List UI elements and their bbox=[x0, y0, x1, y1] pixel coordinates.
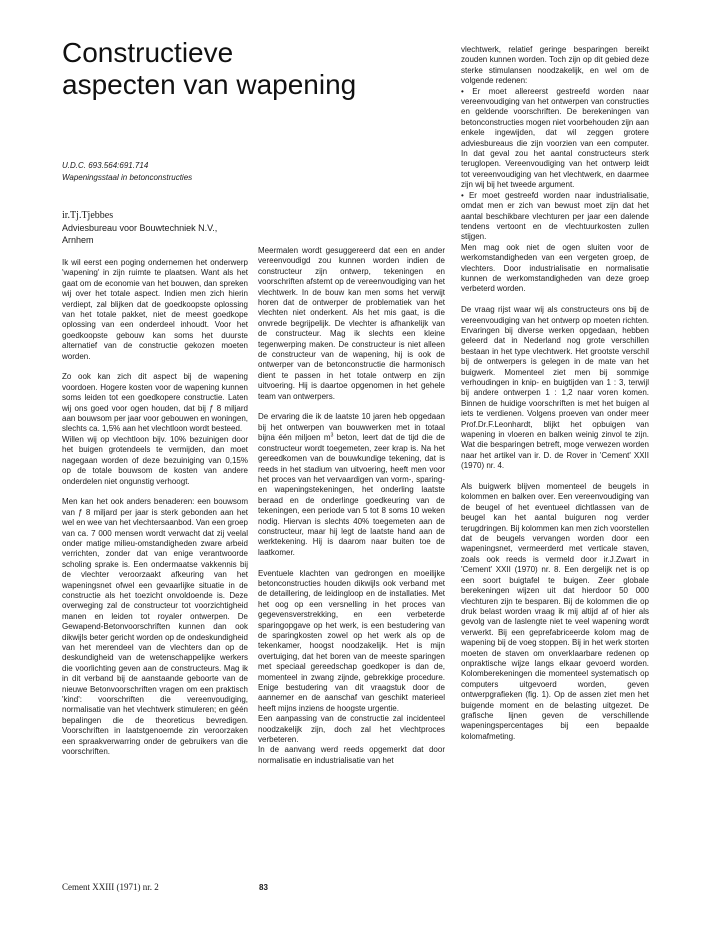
paragraph: Men kan het ook anders benaderen: een bouwsom van ƒ 8 miljard per jaar is sterk gebonden aan het wel en wee van het vlechtersaanbod. Van een groep van ca. 7 000 mensen wordt verwacht dat zij veelal onder matige milieu-omstandigheden zware arbeid verrichten, zonder dat van enige verantwoorde scholing sprake is. Een ondermaatse vakkennis bij de vlechter veroorzaakt afkeuring van het wapeningsnet ofwel een gevaarlijke situatie in de constructie als het toezicht onvoldoende is. Deze overweging zal de constructeur tot voorzichtigheid manen en leiden tot royaler ontwerpen. De Gewapend-Betonvoorschriften kunnen dan ook dikwijls beter gericht worden op de ondeskundigheid van het merendeel van de vlechters dan op de deskundigheid van de wetenschappelijke werkers die voorlichting geven aan de constructeurs. Mag ik in dit verband bij de aanstaande geboorte van de nieuwe Betonvoorschriften vragen om een praktisch 'kind': voorschriften die vereenvoudiging, normalisatie van het vlechtwerk stimuleren; en géén bepalingen die de theoreticus bevredigen. Voorschriften in laatstgenoemde zin veroorzaken een spraakverwarring onder de gebruikers van die voorschriften. bbox=[62, 497, 248, 757]
page-number: 83 bbox=[259, 883, 268, 892]
paragraph-text: beton, leert dat de tijd die de constructeur wordt toegemeten, zeer krap is. Na het gereedkomen van de bouwkundige tekening, dat is reeds in het stadium van uitvoering, heeft men voor het proces van het vervaardigen van vorm-, sparing- en wapeningstekeningen, het onderling laatste beraad en de onderlinge goedkeuring van de tekeningen, een periode van 5 tot 8 soms 10 weken nodig. Hiervan is slechts 40% toegemeten aan de constructeur, maar hij legt de laatste hand aan de werktekening. Hij is daarom naar buiten toe de laatkomer. bbox=[258, 433, 445, 557]
text-column-1 bbox=[62, 258, 248, 768]
paragraph: Meermalen wordt gesuggereerd dat een en ander vereenvoudigd zou kunnen worden indien de constructeur zijn ontwerp, tekeningen en voorschriften afstemt op de vereenvoudiging van het vlechtwerk. In de bouw kan men soms het verwijt horen dat de ontwerper de problematiek van het vlechten niet onderkent. Als het mis gaat, is die onvrede begrijpelijk. De vlechter is afhankelijk van de constructeur. Mag ik slechts een kleine tegenwerping maken. De constructeur is niet alleen de constructeur van de wapening, hij is ook de ontwerper van de betonconstructie die harmonisch dient te passen in het totale ontwerp en zijn uitvoering. Hij is daartoe opgenomen in het gehele team van ontwerpers. bbox=[258, 246, 445, 401]
bullet-paragraph: • Er moet allereerst gestreefd worden naar vereenvoudiging van het ontwerpen van constructies en geldende voorschriften. De berekeningen van betonconstructies mogen niet voorbehouden zijn aan enkele ingewijden, dat wil zeggen grotere adviesbureaus die zijn voorzien van een computer. In dat geval zou het aantal constructeurs sterk teruglopen. Vereenvoudiging van het ontwerp leidt tot vereenvoudiging van het vlechtwerk, en daarmee zijn wij bij het tweede argument. bbox=[461, 86, 649, 190]
udc-code: U.D.C. 693.564:691.714 bbox=[62, 161, 149, 170]
text-column-3 bbox=[461, 45, 649, 753]
text-column-2 bbox=[258, 246, 445, 766]
author-affiliation: Adviesbureau voor Bouwtechniek N.V., bbox=[62, 223, 218, 233]
paragraph: Eventuele klachten van gedrongen en moeilijke betonconstructies houden dikwijls ook verband met de detaillering, de leidingloop en de installaties. Met het oog op een versnelling in het proces van gegevensverstrekking, en een verbeterde sparingopgave op het werk, is een bestudering van de sparingkosten zowel op het werk als op de tekenkamer, hoogst noodzakelijk. Het is mijn overtuiging, dat het boren van de meeste sparingen met speciaal gereedschap goedkoper is dan de, momenteel in zwang zijnde, gebrekkige procedure. Enige bestudering van dit vraagstuk door de aannemer en de aanschaf van geschikt materieel heeft mijns inziens de hoogste urgentie. bbox=[258, 568, 445, 713]
superscript: 3 bbox=[330, 432, 334, 439]
paragraph: In de aanvang werd reeds opgemerkt dat door normalisatie en industrialisatie van het bbox=[258, 745, 445, 765]
article-title bbox=[62, 37, 392, 101]
paragraph: vlechtwerk, relatief geringe besparingen bereikt zouden kunnen worden. Toch zijn op dit gebied deze sterke stimulansen noodzakelijk, en wel om de volgende redenen: bbox=[461, 45, 649, 86]
author-block bbox=[62, 210, 217, 246]
paragraph: Als buigwerk blijven momenteel de beugels in kolommen en balken over. Een vereenvoudiging van de beugel of het eventueel dichtlassen van de beugel kan het aantal buiguren nog verder terugdringen. Bij kolommen kan men zich voorstellen dat de beugels vervangen worden door een wapeningsnet, vermeerderd met verticale staven, zoals ook reeds is vermeld door ir.J.Zwart in 'Cement' XXII (1970) nr. 8. Een dergelijk net is op een soort buigtafel te buigen. Zeer globale berekeningen wijzen uit dat hierdoor 50 000 vlechturen zijn te besparen. Bij de kolommen die op druk belast worden vraag ik mij altijd af of hier als gevolg van de laslengte niet te veel wapening wordt verwerkt. Bij een geprefabriceerde kolom mag de wapening bij de voeg stoppen. Bij in het werk storten moeten de staven om onverklaarbare redenen op onpraktische wijze langs elkaar gevoerd worden. Kolomberekeningen die momenteel systematisch op computers uitgevoerd worden, geven ontwerpgrafieken (fig. 1). Op de assen ziet men het buigende moment en de belasting uitgezet. De grafische lijnen geven de verschillende wapeningspercentages bij een bepaalde kolomafmeting. bbox=[461, 482, 649, 741]
paragraph-text: De ervaring die ik de laatste 10 jaren heb opgedaan bij het ontwerpen van bouwwerken met in totaal bijna één miljoen m bbox=[258, 412, 445, 443]
title-line-2: aspecten van wapening bbox=[62, 69, 357, 100]
bullet-paragraph: • Er moet gestreefd worden naar industrialisatie, omdat men er zich van bewust moet zijn dat het aantal beschikbare vlechturen per jaar een dalende tendens vertoont en de vlechtuurkosten zullen stijgen. bbox=[461, 190, 649, 242]
article-subtitle: Wapeningsstaal in betonconstructies bbox=[62, 173, 193, 182]
title-line-1: Constructieve bbox=[62, 37, 234, 68]
paragraph: Een aanpassing van de constructie zal incidenteel noodzakelijk zijn, doch zal het vlechtproces verbeteren. bbox=[258, 714, 445, 745]
paragraph: Zo ook kan zich dit aspect bij de wapening voordoen. Hogere kosten voor de wapening kunnen soms leiden tot een goedkopere constructie. Laten wij ons goed voor ogen houden, dat bij ƒ 8 miljard aan bouwsom per jaar voor gebouwen en woningen, slechts ca. 1,5% aan het vlechtloon wordt besteed. bbox=[62, 372, 248, 434]
paragraph: Men mag ook niet de ogen sluiten voor de werkomstandigheden van een vergeten groep, de vlechters. Door industrialisatie en normalisatie kunnen de werkomstandigheden van deze groep verbeterd worden. bbox=[461, 242, 649, 294]
classification-block bbox=[62, 160, 192, 184]
paragraph bbox=[258, 412, 445, 558]
paragraph: Ik wil eerst een poging ondernemen het onderwerp 'wapening' in zijn ruimte te plaatsen. Want als het gaat om de economie van het bouwen, dan spreken wij over het totale aspect. Indien men zich hierin verdiept, zal blijken dat de goedkoopste oplossing van het totale pakket, niet de meest goedkope oplossing van een onderdeel inhoudt. Voor het goedkoopste gebouw kan soms het duurste alternatief van de constructie gekozen moeten worden. bbox=[62, 258, 248, 361]
paragraph: Willen wij op vlechtloon bijv. 10% bezuinigen door het buigen grotendeels te vermijden, dan moet nagegaan worden of deze bezuiniging van 0,15% op de totale bouwsom de kosten van andere onderdelen niet ongunstig verhoogt. bbox=[62, 434, 248, 486]
author-name: ir.Tj.Tjebbes bbox=[62, 210, 114, 221]
paragraph: De vraag rijst waar wij als constructeurs ons bij de vereenvoudiging van het ontwerp op moeten richten. Ervaringen bij diverse werken opgedaan, hebben geleerd dat in Nederland nog grote verschillen bestaan in het type vlechtwerk. Het grootste verschil bij de ontwerpers is gelegen in de mate van het buigwerk. Momenteel ziet men bij sommige verhoudingen in knip- en buigtijden van 1 : 3, terwijl bij andere ontwerpen 1 : 1,2 naar voren komen. Binnen de huidige voorschriften is met het buigen al iets te verdienen. Volgens proeven van onder meer Prof.Dr.F.Leonhardt, blijkt het opbuigen van wapening in vloeren en balken weinig zinvol te zijn. Wat die besparingen betreft, moge verwezen worden naar het artikel van ir. D. de Rover in 'Cement' XXII (1970) nr. 4. bbox=[461, 305, 649, 471]
journal-reference: Cement XXIII (1971) nr. 2 bbox=[62, 882, 159, 892]
author-city: Arnhem bbox=[62, 235, 94, 245]
